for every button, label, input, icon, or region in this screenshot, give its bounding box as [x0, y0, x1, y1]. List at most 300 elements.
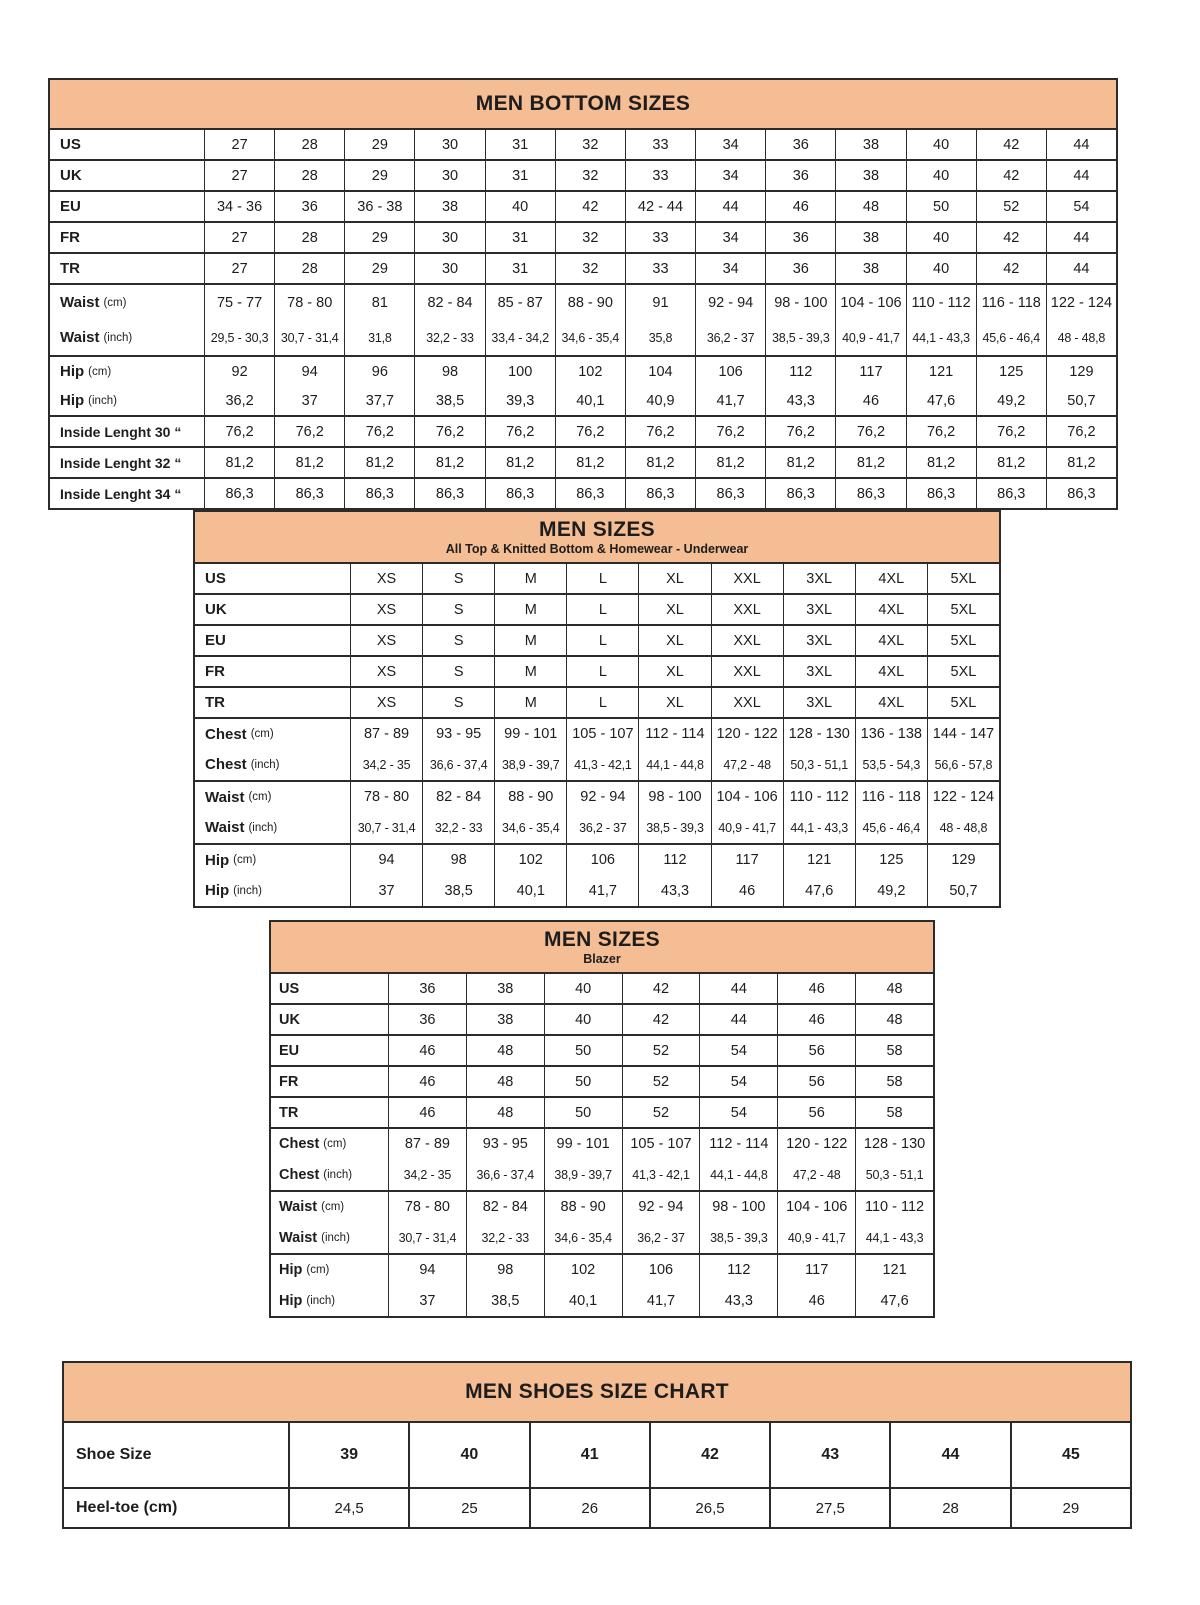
table-cell: 39,3	[485, 386, 555, 415]
table-cell: 29	[344, 130, 414, 159]
row-label: FR	[205, 663, 225, 680]
table-cell: 48	[855, 1005, 933, 1034]
table-cell: 106	[622, 1255, 700, 1286]
table-cell: 48	[835, 192, 905, 221]
table-row	[50, 320, 1116, 355]
table-section	[195, 564, 999, 593]
table-cell: 28	[274, 223, 344, 252]
row-label-unit: (cm)	[233, 854, 257, 867]
table-cell: 85 - 87	[485, 285, 555, 320]
table-cell: 42 - 44	[625, 192, 695, 221]
table-cell: 32	[555, 161, 625, 190]
table-cell: 40	[906, 130, 976, 159]
table-cell: 27	[204, 161, 274, 190]
table-cell: XS	[350, 657, 422, 686]
table-cell: 34,6 - 35,4	[494, 813, 566, 844]
table-cell: 34	[695, 223, 765, 252]
row-label: Inside Lenght 34 “	[60, 485, 182, 502]
table-cell: 44,1 - 43,3	[906, 320, 976, 355]
table-cell: 36,2	[204, 386, 274, 415]
table-row	[50, 417, 1116, 446]
table-row	[50, 130, 1116, 159]
table-cell: 125	[976, 357, 1046, 386]
table-cell: 36,6 - 37,4	[466, 1160, 544, 1191]
table-row	[195, 719, 999, 750]
table-cell: 105 - 107	[622, 1129, 700, 1160]
row-label: Chest (inch)	[279, 1166, 353, 1183]
table-cell: 46	[388, 1036, 466, 1065]
table-cell: 76,2	[906, 417, 976, 446]
table-cell: 54	[1046, 192, 1116, 221]
table-cell: 28	[274, 161, 344, 190]
table-cell: 47,6	[855, 1286, 933, 1317]
row-label: Waist (cm)	[205, 788, 272, 806]
table-cell: 38,9 - 39,7	[494, 750, 566, 781]
table-cell: XL	[638, 564, 710, 593]
table-cell: 38,5 - 39,3	[699, 1223, 777, 1254]
table-cell: XXL	[711, 595, 783, 624]
table-cell: 5XL	[927, 657, 999, 686]
table-section	[50, 415, 1116, 446]
table-cell: 36	[765, 254, 835, 283]
row-label-unit: (inch)	[321, 1231, 350, 1244]
table-cell: 33	[625, 161, 695, 190]
table-cell: 52	[976, 192, 1046, 221]
table-cell: S	[422, 564, 494, 593]
table-cell: 128 - 130	[855, 1129, 933, 1160]
table-cell: 86,3	[414, 479, 484, 508]
table-cell: 100	[485, 357, 555, 386]
table-cell: 42	[976, 130, 1046, 159]
table-cell: 41,3 - 42,1	[622, 1160, 700, 1191]
row-label: Waist (inch)	[279, 1229, 350, 1246]
table-cell: 34	[695, 161, 765, 190]
table-cell: 78 - 80	[350, 782, 422, 813]
table-cell: 122 - 124	[1046, 285, 1116, 320]
table-cell: 112 - 114	[699, 1129, 777, 1160]
row-label-unit: (inch)	[233, 884, 262, 897]
table-cell: 32	[555, 223, 625, 252]
row-label: Inside Lenght 30 “	[60, 423, 182, 440]
table-cell: 56	[777, 1067, 855, 1096]
table-cell: 5XL	[927, 564, 999, 593]
table-cell: 36	[388, 1005, 466, 1034]
table-cell: 104 - 106	[835, 285, 905, 320]
table-cell: 42	[622, 974, 700, 1003]
table-header	[50, 80, 1116, 130]
table-cell: 40,9	[625, 386, 695, 415]
table-cell: 28	[274, 254, 344, 283]
table-cell: 110 - 112	[906, 285, 976, 320]
table-cell: 50,7	[1046, 386, 1116, 415]
table-cell: 29	[344, 161, 414, 190]
table-cell: 76,2	[274, 417, 344, 446]
row-label: Waist (inch)	[205, 819, 278, 837]
table-cell: 35,8	[625, 320, 695, 355]
table-cell: 50,3 - 51,1	[855, 1160, 933, 1191]
table-cell: 4XL	[855, 626, 927, 655]
row-label-unit: (inch)	[88, 394, 117, 407]
table-cell: 28	[274, 130, 344, 159]
table-cell: 112	[765, 357, 835, 386]
table-section	[195, 655, 999, 686]
table-cell: 42	[976, 161, 1046, 190]
table-cell: 81,2	[1046, 448, 1116, 477]
row-label: US	[60, 136, 81, 153]
table-cell: 81,2	[906, 448, 976, 477]
table-cell: 36 - 38	[344, 192, 414, 221]
table-cell: 78 - 80	[388, 1192, 466, 1223]
table-cell: L	[566, 595, 638, 624]
table-row	[195, 845, 999, 876]
table-cell: M	[494, 657, 566, 686]
table-cell: L	[566, 626, 638, 655]
table-cell: M	[494, 564, 566, 593]
table-cell: 39	[288, 1423, 408, 1487]
table-body	[50, 130, 1116, 508]
table-cell: 4XL	[855, 688, 927, 717]
table-cell: 82 - 84	[422, 782, 494, 813]
table-cell: 86,3	[695, 479, 765, 508]
table-cell: 45	[1010, 1423, 1130, 1487]
table-cell: 37	[274, 386, 344, 415]
table-cell: 81,2	[625, 448, 695, 477]
row-label: UK	[60, 167, 82, 184]
table-cell: 93 - 95	[422, 719, 494, 750]
table-cell: 44	[699, 974, 777, 1003]
table-cell: 31	[485, 254, 555, 283]
table-cell: 44	[699, 1005, 777, 1034]
table-cell: 56	[777, 1098, 855, 1127]
table-cell: 44,1 - 43,3	[783, 813, 855, 844]
table-cell: 99 - 101	[494, 719, 566, 750]
table-cell: 98 - 100	[765, 285, 835, 320]
table-row	[271, 1098, 933, 1127]
table-cell: 34,6 - 35,4	[544, 1223, 622, 1254]
table-row	[195, 782, 999, 813]
table-cell: S	[422, 657, 494, 686]
table-body	[195, 564, 999, 906]
table-header	[195, 512, 999, 564]
table-cell: 38	[835, 130, 905, 159]
table-section	[195, 717, 999, 780]
table-cell: 117	[777, 1255, 855, 1286]
table-cell: 120 - 122	[711, 719, 783, 750]
table-cell: 92	[204, 357, 274, 386]
table-cell: 102	[494, 845, 566, 876]
table-cell: 87 - 89	[388, 1129, 466, 1160]
table-section	[50, 477, 1116, 508]
table-cell: 53,5 - 54,3	[855, 750, 927, 781]
table-cell: 31,8	[344, 320, 414, 355]
table-cell: XS	[350, 626, 422, 655]
table-cell: 33	[625, 254, 695, 283]
table-cell: 37	[350, 876, 422, 907]
table-header	[271, 922, 933, 974]
table-cell: 40	[544, 974, 622, 1003]
table-cell: 78 - 80	[274, 285, 344, 320]
table-cell: 76,2	[344, 417, 414, 446]
table-cell: 38	[835, 223, 905, 252]
table-section	[271, 1127, 933, 1190]
table-subtitle: Blazer	[583, 952, 621, 967]
table-cell: 76,2	[414, 417, 484, 446]
table-cell: 26,5	[649, 1489, 769, 1527]
table-row	[195, 688, 999, 717]
table-cell: 46	[777, 1286, 855, 1317]
table-cell: 129	[927, 845, 999, 876]
table-cell: 42	[976, 254, 1046, 283]
table-cell: 81,2	[414, 448, 484, 477]
table-section	[50, 190, 1116, 221]
table-cell: 49,2	[855, 876, 927, 907]
table-cell: 76,2	[765, 417, 835, 446]
table-cell: 43,3	[638, 876, 710, 907]
table-section	[195, 843, 999, 906]
table-row	[271, 1160, 933, 1191]
table-row	[271, 1129, 933, 1160]
table-cell: 30	[414, 161, 484, 190]
table-cell: 40,1	[544, 1286, 622, 1317]
men-sizes-top-table	[193, 510, 1001, 908]
table-cell: 38	[466, 974, 544, 1003]
table-cell: 44	[695, 192, 765, 221]
table-cell: 86,3	[274, 479, 344, 508]
table-cell: 43,3	[699, 1286, 777, 1317]
table-cell: 98	[466, 1255, 544, 1286]
table-cell: 3XL	[783, 595, 855, 624]
table-cell: 47,2 - 48	[777, 1160, 855, 1191]
row-label-unit: (cm)	[306, 1264, 330, 1277]
row-label: Shoe Size	[76, 1446, 152, 1463]
table-cell: 37,7	[344, 386, 414, 415]
table-cell: 81	[344, 285, 414, 320]
table-section	[195, 593, 999, 624]
table-cell: 46	[388, 1098, 466, 1127]
table-cell: 4XL	[855, 657, 927, 686]
table-title: MEN BOTTOM SIZES	[475, 92, 691, 116]
row-label: UK	[205, 601, 227, 618]
table-cell: 38,9 - 39,7	[544, 1160, 622, 1191]
table-cell: 117	[835, 357, 905, 386]
table-row	[64, 1423, 1130, 1487]
table-cell: 99 - 101	[544, 1129, 622, 1160]
row-label: FR	[60, 229, 80, 246]
table-cell: 30,7 - 31,4	[274, 320, 344, 355]
table-cell: 5XL	[927, 688, 999, 717]
row-label-unit: (inch)	[306, 1294, 336, 1307]
table-cell: 120 - 122	[777, 1129, 855, 1160]
table-cell: 116 - 118	[976, 285, 1046, 320]
table-cell: 31	[485, 161, 555, 190]
table-cell: 125	[855, 845, 927, 876]
table-cell: 52	[622, 1067, 700, 1096]
table-cell: 44	[1046, 161, 1116, 190]
table-cell: 44	[1046, 130, 1116, 159]
table-cell: 44	[889, 1423, 1009, 1487]
table-cell: 86,3	[1046, 479, 1116, 508]
table-cell: 40,9 - 41,7	[835, 320, 905, 355]
table-cell: 87 - 89	[350, 719, 422, 750]
table-cell: 112	[638, 845, 710, 876]
table-cell: 76,2	[976, 417, 1046, 446]
table-cell: 117	[711, 845, 783, 876]
table-section	[50, 252, 1116, 283]
row-label: Waist (inch)	[60, 329, 133, 346]
table-cell: 96	[344, 357, 414, 386]
table-cell: 3XL	[783, 626, 855, 655]
table-cell: 27	[204, 254, 274, 283]
table-cell: 129	[1046, 357, 1116, 386]
table-cell: XL	[638, 657, 710, 686]
row-label: Hip (inch)	[205, 882, 262, 900]
table-cell: 86,3	[204, 479, 274, 508]
table-cell: 76,2	[625, 417, 695, 446]
table-cell: 86,3	[555, 479, 625, 508]
table-cell: 36	[765, 161, 835, 190]
table-cell: 44	[1046, 223, 1116, 252]
table-cell: 5XL	[927, 626, 999, 655]
row-label-unit: (inch)	[248, 821, 278, 834]
table-cell: 24,5	[288, 1489, 408, 1527]
row-label-unit: (cm)	[88, 365, 112, 378]
table-cell: 32,2 - 33	[422, 813, 494, 844]
table-cell: XL	[638, 595, 710, 624]
table-section	[50, 159, 1116, 190]
table-cell: 98 - 100	[638, 782, 710, 813]
row-label: Chest (cm)	[205, 725, 274, 743]
row-label: Waist (cm)	[279, 1199, 345, 1216]
table-cell: 81,2	[835, 448, 905, 477]
table-cell: 44,1 - 44,8	[699, 1160, 777, 1191]
table-cell: 27	[204, 223, 274, 252]
table-cell: XL	[638, 688, 710, 717]
table-cell: 41,7	[622, 1286, 700, 1317]
table-cell: 56,6 - 57,8	[927, 750, 999, 781]
table-cell: 81,2	[485, 448, 555, 477]
table-cell: 136 - 138	[855, 719, 927, 750]
row-label: Heel-toe (cm)	[76, 1499, 178, 1516]
table-section	[271, 1003, 933, 1034]
table-cell: 52	[622, 1036, 700, 1065]
table-cell: 40	[906, 254, 976, 283]
row-label-unit: (cm)	[103, 296, 127, 309]
table-cell: L	[566, 564, 638, 593]
table-cell: 76,2	[1046, 417, 1116, 446]
table-section	[195, 624, 999, 655]
table-cell: 27	[204, 130, 274, 159]
table-cell: 52	[622, 1098, 700, 1127]
table-cell: 105 - 107	[566, 719, 638, 750]
table-row	[195, 564, 999, 593]
table-cell: 121	[783, 845, 855, 876]
table-cell: 45,6 - 46,4	[855, 813, 927, 844]
row-label: US	[205, 570, 226, 587]
table-cell: 81,2	[695, 448, 765, 477]
table-row	[271, 1255, 933, 1286]
table-cell: 104	[625, 357, 695, 386]
table-section	[271, 1190, 933, 1253]
table-cell: 40	[485, 192, 555, 221]
table-cell: 106	[695, 357, 765, 386]
table-cell: 40,1	[555, 386, 625, 415]
table-section	[50, 221, 1116, 252]
table-body	[271, 974, 933, 1316]
table-cell: 82 - 84	[466, 1192, 544, 1223]
row-label: UK	[279, 1011, 300, 1028]
table-cell: 47,6	[783, 876, 855, 907]
table-cell: 104 - 106	[777, 1192, 855, 1223]
table-cell: 43,3	[765, 386, 835, 415]
table-cell: 88 - 90	[544, 1192, 622, 1223]
row-label: FR	[279, 1073, 299, 1090]
table-cell: 58	[855, 1098, 933, 1127]
table-cell: 86,3	[485, 479, 555, 508]
table-cell: 88 - 90	[494, 782, 566, 813]
row-label: Chest (inch)	[205, 756, 280, 774]
table-cell: 92 - 94	[566, 782, 638, 813]
table-cell: XXL	[711, 688, 783, 717]
table-cell: 29,5 - 30,3	[204, 320, 274, 355]
men-bottom-sizes-table	[48, 78, 1118, 510]
table-cell: 42	[555, 192, 625, 221]
table-cell: 58	[855, 1067, 933, 1096]
table-cell: 116 - 118	[855, 782, 927, 813]
table-cell: 30,7 - 31,4	[388, 1223, 466, 1254]
table-cell: 41,3 - 42,1	[566, 750, 638, 781]
table-cell: 48	[466, 1098, 544, 1127]
row-label: TR	[60, 260, 80, 277]
table-section	[50, 355, 1116, 415]
row-label: EU	[60, 198, 81, 215]
table-cell: 50	[544, 1098, 622, 1127]
table-cell: 45,6 - 46,4	[976, 320, 1046, 355]
table-cell: 81,2	[204, 448, 274, 477]
table-cell: 38,5	[422, 876, 494, 907]
table-cell: 106	[566, 845, 638, 876]
table-cell: 112 - 114	[638, 719, 710, 750]
table-row	[64, 1489, 1130, 1527]
table-cell: 44	[1046, 254, 1116, 283]
table-cell: 50,3 - 51,1	[783, 750, 855, 781]
row-label: EU	[205, 632, 226, 649]
table-cell: 41,7	[695, 386, 765, 415]
table-cell: 76,2	[835, 417, 905, 446]
men-sizes-blazer-table	[269, 920, 935, 1318]
table-cell: 92 - 94	[695, 285, 765, 320]
row-label: Chest (cm)	[279, 1136, 347, 1153]
table-cell: 34 - 36	[204, 192, 274, 221]
table-section	[271, 1253, 933, 1316]
row-label-unit: (cm)	[323, 1138, 347, 1151]
table-cell: 30	[414, 130, 484, 159]
table-cell: 30,7 - 31,4	[350, 813, 422, 844]
table-cell: 50	[544, 1036, 622, 1065]
table-cell: 3XL	[783, 657, 855, 686]
table-cell: 38,5 - 39,3	[638, 813, 710, 844]
row-label-unit: (cm)	[321, 1201, 345, 1214]
table-section	[50, 446, 1116, 477]
table-row	[50, 386, 1116, 415]
table-section	[271, 1065, 933, 1096]
table-row	[195, 626, 999, 655]
table-section	[271, 1096, 933, 1127]
table-subtitle: All Top & Knitted Bottom & Homewear - Underwear	[445, 542, 749, 557]
table-cell: 31	[485, 130, 555, 159]
row-label: Hip (inch)	[279, 1292, 336, 1309]
table-cell: 28	[889, 1489, 1009, 1527]
table-cell: 38	[835, 161, 905, 190]
